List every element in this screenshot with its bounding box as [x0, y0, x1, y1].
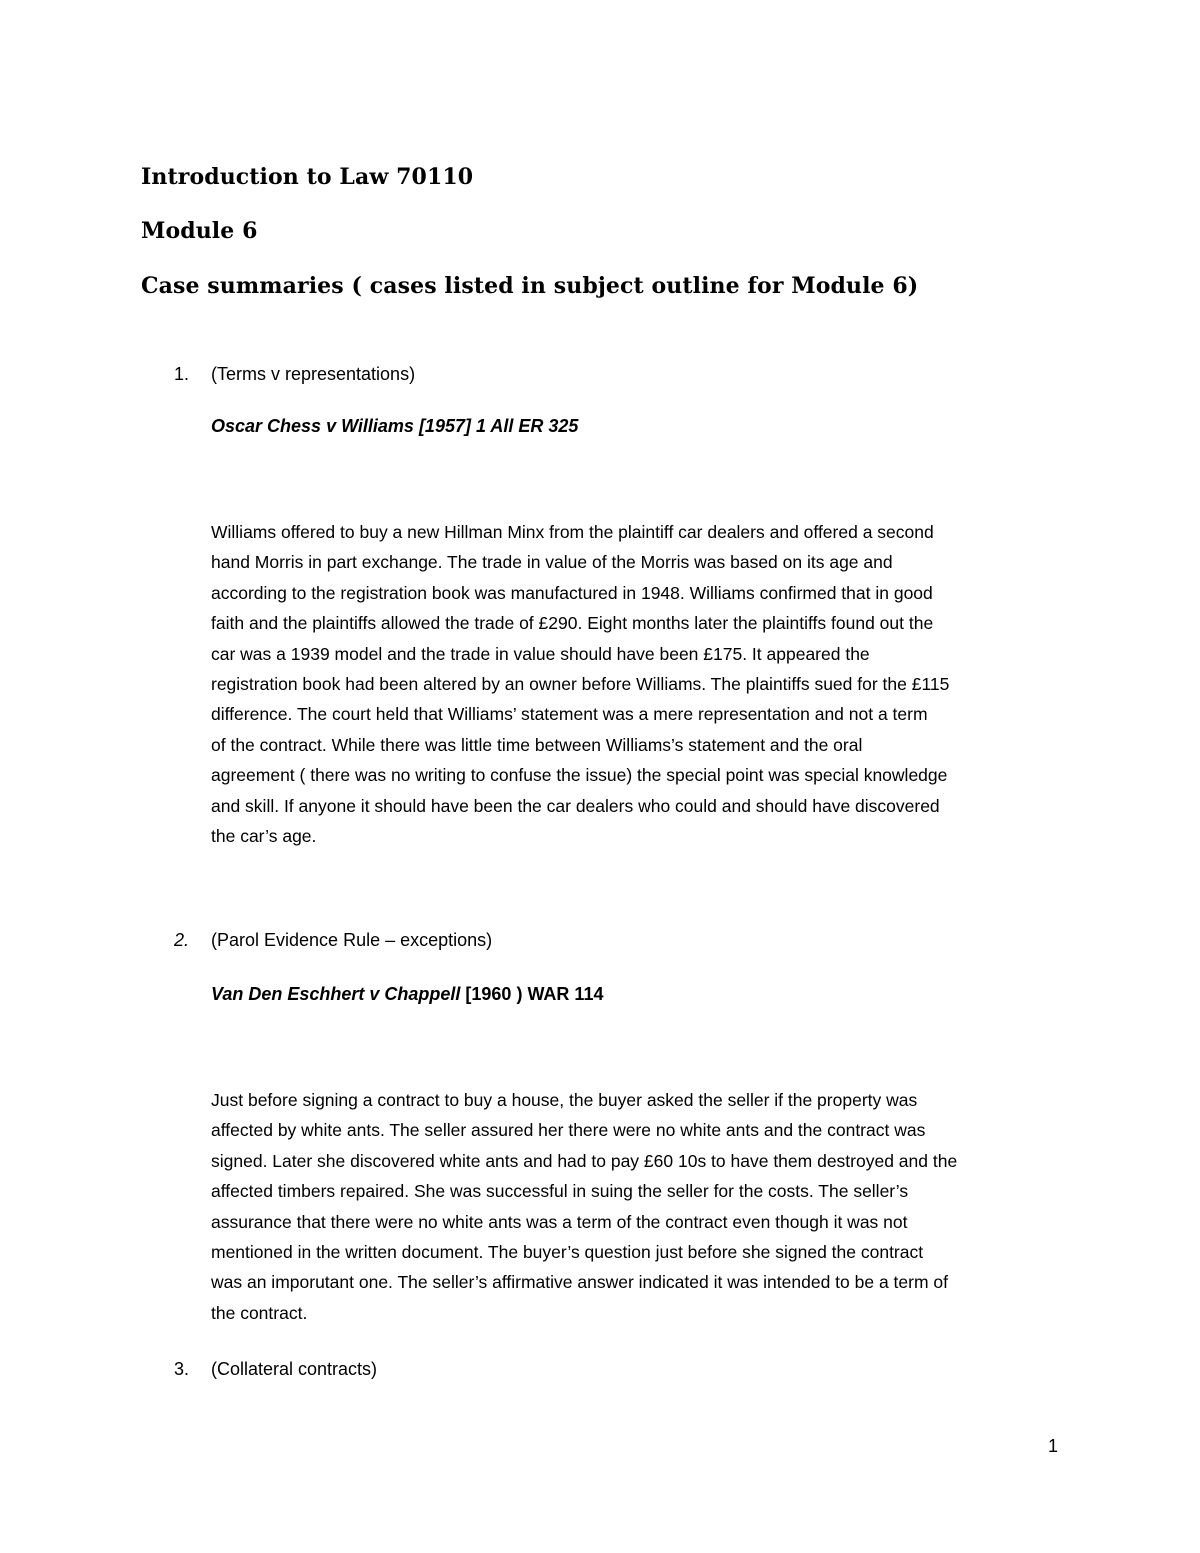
case-2-summary-line: Just before signing a contract to buy a house, the buyer asked the seller if the property was	[211, 1090, 918, 1110]
case-1-summary-line: registration book had been altered by an owner before Williams. The plaintiffs sued for the £115	[211, 674, 950, 695]
case-1-summary-line: according to the registration book was manufactured in 1948. Williams confirmed that in good	[211, 582, 933, 603]
case-1-number: 1.	[174, 364, 190, 384]
case-2-citation-report: [1960 ) WAR 114	[460, 984, 604, 1004]
case-2-summary-line: mentioned in the written document. The buyer’s question just before she signed the contract	[211, 1242, 924, 1263]
case-3-number: 3.	[174, 1359, 190, 1379]
case-1-summary-line: the car’s age.	[211, 826, 317, 847]
case-1-summary-line: and skill. If anyone it should have been the car dealers who could and should have discovered	[211, 795, 940, 816]
case-1-summary	[211, 517, 1063, 851]
case-2-summary-line: affected by white ants. The seller assured her there were no white ants and the contract was	[211, 1120, 926, 1141]
document-subtitle: Case summaries ( cases listed in subject outline for Module 6)	[141, 273, 919, 299]
case-2-citation-case-name: Van Den Eschhert v Chappell	[211, 984, 461, 1004]
case-2-summary-line: signed. Later she discovered white ants and had to pay £60 10s to have them destroyed and the	[211, 1150, 958, 1171]
case-2-summary-line: the contract.	[211, 1302, 308, 1323]
case-2-topic: (Parol Evidence Rule – exceptions)	[211, 930, 493, 950]
case-2-summary	[211, 1085, 1063, 1328]
case-1-summary-line: hand Morris in part exchange. The trade in value of the Morris was based on its age and	[211, 552, 893, 573]
case-1-citation-text: Oscar Chess v Williams [1957] 1 All ER 325	[211, 416, 579, 436]
case-1-summary-line: faith and the plaintiffs allowed the trade of £290. Eight months later the plaintiffs found out the	[211, 613, 934, 634]
case-2-summary-line: affected timbers repaired. She was successful in suing the seller for the costs. The seller’s	[211, 1181, 909, 1202]
case-1-topic: (Terms v representations)	[211, 364, 416, 384]
case-1-citation	[211, 413, 578, 439]
case-3-topic: (Collateral contracts)	[211, 1359, 378, 1379]
case-2-summary-line: was an imporutant one. The seller’s affirmative answer indicated it was intended to be a term of	[211, 1272, 949, 1293]
case-2-citation	[211, 981, 603, 1007]
case-1-summary-line: car was a 1939 model and the trade in value should have been £175. It appeared the	[211, 643, 870, 664]
case-1-summary-line: agreement ( there was no writing to confuse the issue) the special point was special knowledge	[211, 765, 948, 786]
case-2-summary-line: assurance that there were no white ants was a term of the contract even though it was not	[211, 1211, 908, 1232]
case-1-summary-line: difference. The court held that Williams’ statement was a mere representation and not a term	[211, 704, 928, 725]
case-1-summary-line: of the contract. While there was little time between Williams’s statement and the oral	[211, 734, 863, 755]
module-heading: Module 6	[141, 218, 258, 244]
case-2-number: 2.	[174, 930, 190, 950]
page-number: 1	[1048, 1436, 1059, 1456]
case-1-summary-line: Williams offered to buy a new Hillman Minx from the plaintiff car dealers and offered a second	[211, 522, 934, 542]
document-title: Introduction to Law 70110	[141, 164, 474, 190]
